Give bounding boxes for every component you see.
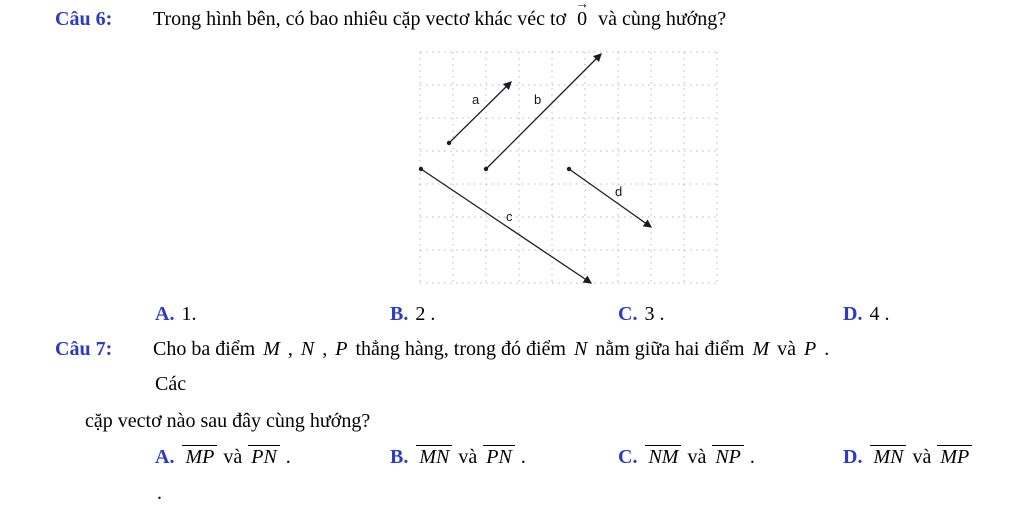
text-segment: . <box>824 338 830 360</box>
vector-a-start-dot <box>447 141 451 145</box>
answer-letter: D. <box>843 446 863 468</box>
answer-letter: C. <box>618 303 638 325</box>
math-variable: M <box>263 338 280 360</box>
math-variable: M <box>752 338 770 360</box>
vector-notation: MN <box>416 445 452 468</box>
text-segment: . <box>744 446 755 468</box>
math-variable: N <box>300 338 315 360</box>
answer-letter: D. <box>843 303 863 325</box>
text-segment: và <box>218 446 248 468</box>
question-6-label: Câu 6: <box>55 8 113 30</box>
answer-text: 3 . <box>644 303 665 325</box>
vector-b-line <box>486 54 601 169</box>
vector-notation: NM <box>645 445 681 468</box>
q6-answer-d <box>843 303 889 326</box>
math-variable: P <box>335 338 348 360</box>
q7-answer-c <box>618 445 755 469</box>
answer-letter: A. <box>155 446 175 468</box>
text-segment: . <box>280 446 291 468</box>
vector-label-d: d <box>615 184 623 199</box>
question-7-text-line2: Các <box>155 373 187 395</box>
vector-label-a: a <box>472 92 480 107</box>
answer-letter: C. <box>618 446 638 468</box>
q7-answer-a <box>155 445 291 469</box>
text-segment: Cho ba điểm <box>153 338 256 360</box>
text-segment: Trong hình bên, có bao nhiêu cặp vectơ khác véc tơ <box>153 8 567 30</box>
vector-notation: PN <box>483 445 515 468</box>
q6-answer-c <box>618 303 664 326</box>
vector-notation: MP <box>937 445 972 468</box>
answer-text <box>415 446 525 468</box>
answer-letter: B. <box>390 446 409 468</box>
vector-notation: MN <box>870 445 906 468</box>
vector-a-line <box>449 82 511 143</box>
question-6-text <box>153 8 726 31</box>
math-variable: P <box>804 338 817 360</box>
vector-d-line <box>569 169 651 227</box>
vector-figure-svg <box>418 50 718 295</box>
q7-answer-d <box>843 445 973 469</box>
answer-text <box>644 446 754 468</box>
question-7-text-line3: cặp vectơ nào sau đây cùng hướng? <box>85 410 371 432</box>
zero-vector-notation: → 0 <box>574 8 590 31</box>
vector-notation: MP <box>182 445 217 468</box>
text-segment: và <box>453 446 483 468</box>
question-7-label: Câu 7: <box>55 338 113 360</box>
answer-text <box>181 446 290 468</box>
text-segment: và <box>907 446 937 468</box>
answer-text: 2 . <box>415 303 436 325</box>
text-segment: , <box>287 338 293 360</box>
answer-text <box>869 446 973 468</box>
text-segment: , <box>322 338 328 360</box>
vector-c-start-dot <box>419 167 423 171</box>
vector-c-line <box>421 169 591 283</box>
q7-answer-b <box>390 445 526 469</box>
vector-d-start-dot <box>567 167 571 171</box>
math-variable: N <box>573 338 588 360</box>
text-segment: và <box>682 446 712 468</box>
vector-figure <box>418 50 718 300</box>
vector-b-start-dot <box>484 167 488 171</box>
q6-answer-a <box>155 303 196 326</box>
vector-label-c: c <box>506 209 513 224</box>
answer-text: 4 . <box>869 303 890 325</box>
q6-answer-b <box>390 303 435 326</box>
text-segment: và <box>777 338 797 360</box>
text-segment: nằm giữa hai điểm <box>595 338 745 360</box>
vector-notation: PN <box>248 445 280 468</box>
answer-letter: A. <box>155 303 175 325</box>
answer-text: 1. <box>181 303 197 325</box>
vector-label-b: b <box>534 92 542 107</box>
text-segment: . <box>515 446 526 468</box>
vector-notation: NP <box>712 445 744 468</box>
question-7-trailing-period: . <box>157 482 162 504</box>
text-segment: thẳng hàng, trong đó điểm <box>355 338 566 360</box>
answer-letter: B. <box>390 303 409 325</box>
question-7-text-line1 <box>153 338 829 361</box>
text-segment: và cùng hướng? <box>598 8 727 30</box>
